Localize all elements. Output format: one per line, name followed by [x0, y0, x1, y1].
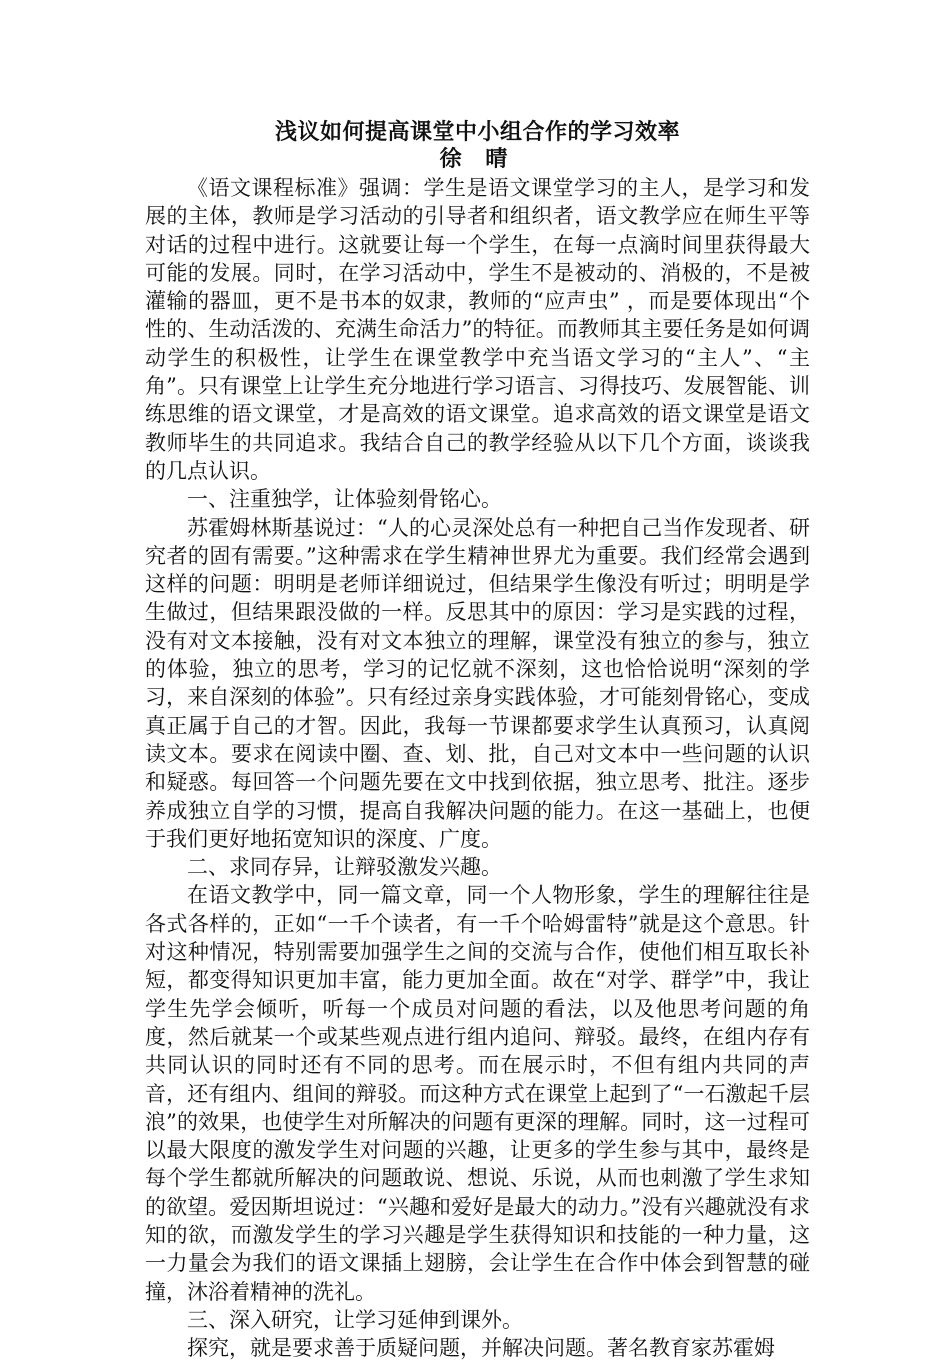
section-heading-2: 二、求同存异，让辩驳激发兴趣。: [187, 855, 502, 880]
paragraph-section-1: 苏霍姆林斯基说过：“人的心灵深处总有一种把自己当作发现者、研究者的固有需要。”这种需求在学生精神世界尤为重要。我们经常会遇到这样的问题：明明是老师详细说过，但结果学生像没有听过；明明是学生做过，但结果跟没做的一样。反思其中的原因：学习是实践的过程，没有对文本接触，没有对文本独立的理解，课堂没有独立的参与，独立的体验，独立的思考，学习的记忆就不深刻，这也恰恰说明“深刻的学习，来自深刻的体验”。只有经过亲身实践体验，才可能刻骨铭心，变成真正属于自己的才智。因此，我每一节课都要求学生认真预习，认真阅读文本。要求在阅读中圈、查、划、批，自己对文本中一些问题的认识和疑惑。每回答一个问题先要在文中找到依据，独立思考、批注。逐步养成独立自学的习惯，提高自我解决问题的能力。在这一基础上，也便于我们更好地拓宽知识的深度、广度。: [145, 515, 810, 851]
author-name: 徐 晴: [439, 146, 516, 172]
paragraph-intro: 《语文课程标准》强调：学生是语文课堂学习的主人，是学习和发展的主体，教师是学习活动的引导者和组织者，语文教学应在师生平等对话的过程中进行。这就要让每一个学生，在每一点滴时间里获得最大可能的发展。同时，在学习活动中，学生不是被动的、消极的，不是被灌输的器皿，更不是书本的奴隶，教师的“应声虫” ，而是要体现出“个性的、生动活泼的、充满生命活力”的特征。而教师其主要任务是如何调动学生的积极性，让学生在课堂教学中充当语文学习的“主人”、“主角”。只有课堂上让学生充分地进行学习语言、习得技巧、发展智能、训练思维的语文课堂，才是高效的语文课堂。追求高效的语文课堂是语文教师毕生的共同追求。我结合自己的教学经验从以下几个方面，谈谈我的几点认识。: [145, 176, 810, 483]
paragraph-section-2: 在语文教学中，同一篇文章，同一个人物形象，学生的理解往往是各式各样的，正如“一千个读者，有一千个哈姆雷特”就是这个意思。针对这种情况，特别需要加强学生之间的交流与合作，使他们相互取长补短，都变得知识更加丰富，能力更加全面。故在“对学、群学”中，我让学生先学会倾听，听每一个成员对问题的看法，以及他思考问题的角度，然后就某一个或某些观点进行组内追问、辩驳。最终，在组内存有共同认识的同时还有不同的思考。而在展示时，不但有组内共同的声音，还有组内、组间的辩驳。而这种方式在课堂上起到了“一石激起千层浪”的效果，也使学生对所解决的问题有更深的理解。同时，这一过程可以最大限度的激发学生对问题的兴趣，让更多的学生参与其中，最终是每个学生都就所解决的问题敢说、想说、乐说，从而也刺激了学生求知的欲望。爱因斯坦说过：“兴趣和爱好是最大的动力。”没有兴趣就没有求知的欲，而激发学生的学习兴趣是学生获得知识和技能的一种力量，这一力量会为我们的语文课插上翅膀，会让学生在合作中体会到智慧的碰撞，沐浴着精神的洗礼。: [145, 883, 810, 1304]
section-heading-1: 一、注重独学，让体验刻骨铭心。: [187, 487, 502, 512]
section-heading-3: 三、深入研究，让学习延伸到课外。: [187, 1307, 523, 1332]
document-page: [145, 118, 810, 1362]
document-title: 浅议如何提高课堂中小组合作的学习效率: [274, 119, 680, 145]
paragraph-section-3: 探究，就是要求善于质疑问题，并解决问题。著名教育家苏霍姆: [187, 1336, 775, 1361]
